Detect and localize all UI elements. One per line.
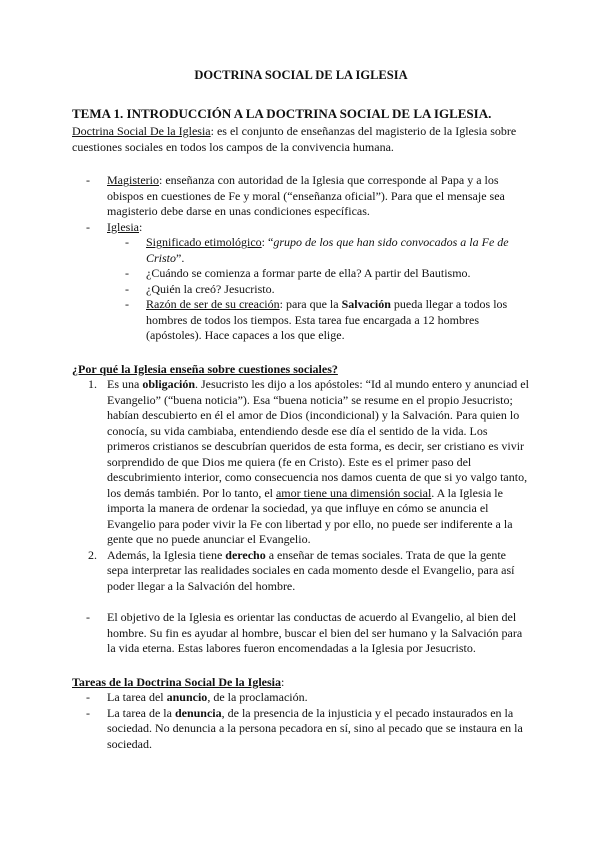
dash-bullet: - [86,705,90,720]
list-item-iglesia [72,220,530,344]
definition-term: Doctrina Social De la Iglesia [72,124,211,138]
dash-bullet: - [86,690,90,704]
tema-heading: TEMA 1. INTRODUCCIÓN A LA DOCTRINA SOCIAL DE LA IGLESIA. [72,105,492,121]
dash-bullet: - [125,281,129,296]
tareas-heading-line [72,675,530,691]
reason-item-2 [72,548,530,595]
concept-list [72,173,530,344]
reason-1-underline: amor tiene una dimensión social [275,485,432,500]
sublist-item-cuando [72,266,530,282]
sublist-item-razon [72,297,530,344]
reason-number: 2. [88,547,97,562]
magisterio-text: : enseñanza con autoridad de la Iglesia que corresponde al Papa y a los obispos en cuestiones de Fe y moral (“enseñanza oficial”). Para que el mensaje sea magisterio debe darse en unas condiciones específicas. [107,173,505,218]
reason-number: 1. [88,377,97,391]
list-item-magisterio [72,173,530,220]
razon-pre: : para que la [279,297,342,311]
tarea-1-pre: La tarea del [107,690,167,704]
dash-bullet: - [125,266,129,280]
sublist-item-significado [72,235,530,266]
porque-heading: ¿Por qué la Iglesia enseña sobre cuestiones sociales? [72,361,338,376]
significado-quote: grupo de los que han sido convocados a la Fe de Cristo [146,235,509,265]
significado-pre: : “ [261,235,274,249]
list-item-tarea-denuncia [72,706,530,753]
dash-bullet: - [125,297,129,311]
iglesia-colon: : [139,219,143,234]
razon-bold: Salvación [341,297,391,311]
quien-text: ¿Quién la creó? Jesucristo. [146,281,275,296]
significado-term: Significado etimológico [146,235,262,249]
dash-bullet: - [86,173,90,187]
objetivo-text: El objetivo de la Iglesia es orientar las conductas de acuerdo al Evangelio, al bien del hombre. Su fin es ayudar al hombre, buscar el bien del ser humano y la Salvación para la vida eterna. Estas labores fueron encomendadas a la Iglesia por Jesucristo. [107,610,523,655]
dash-bullet: - [86,219,90,234]
reason-2-bold: derecho [225,547,266,562]
tareas-list [72,690,530,752]
dash-bullet: - [125,235,129,249]
reason-2-post: a enseñar de temas sociales. Trata de que la gente sepa interpretar las realidades sociales en cada momento desde el Evangelio, para así poder llegar a la Salvación del hombre. [107,547,515,593]
reason-2-pre: Además, la Iglesia tiene [107,547,226,562]
tarea-2-pre: La tarea de la [107,705,175,720]
reason-1-post: . A la Iglesia le importa la manera de ordenar la sociedad, ya que influye en cómo se anuncia el Evangelio para poder vivir la Fe con libertad y por ello, no puede ser indiferente a la gente que no puede anunciar el Evangelio. [107,485,513,546]
definition-paragraph [72,124,530,155]
reason-1-mid: . Jesucristo les dijo a los apóstoles: “Id al mundo entero y anunciad el Evangelio” (“buena noticia”). Esa “buena noticia” se resume en el propio Jesucristo; habían descubierto en él el amor de Dios (incondicional) y la Salvación. Para quien lo conocía, su vida cambiaba, entendiendo desde ese día el sentido de la vida. Los primeros cristianos se descubrían queridos de esta forma, es decir, ser cristiano es vivir sorprendido de que Dios me quiera (fe en Cristo). Este es el primer paso del descubrimiento interior, como consecuencia nos damos cuenta de que si yo valgo tanto, los demás también. Por lo tanto, el [107,377,529,500]
tarea-2-bold: denuncia [174,705,222,720]
sublist-item-quien [72,282,530,298]
reason-item-1 [72,377,530,548]
reasons-list [72,377,530,594]
razon-post: pueda llegar a todos los hombres de todos los tiempos. Esta tarea fue encargada a 12 hombres (apóstoles). Hace capaces a los que elige. [146,297,508,342]
definition-text: : es el conjunto de enseñanzas del magisterio de la Iglesia sobre cuestiones sociales en todos los campos de la convivencia humana. [72,124,517,154]
tarea-1-post: , de la proclamación. [207,690,308,704]
reason-1-bold: obligación [142,377,196,391]
cuando-text: ¿Cuándo se comienza a formar parte de ella? A partir del Bautismo. [146,266,471,280]
objetivo-list [72,610,530,657]
razon-term: Razón de ser de su creación [146,297,280,311]
list-item-objetivo [72,610,530,657]
tarea-2-post: , de la presencia de la injusticia y el pecado instaurados en la sociedad. No denuncia a la persona pecadora en sí, sino al pecado que se instaura en la sociedad. [107,705,523,751]
dash-bullet: - [86,610,90,624]
document-title: DOCTRINA SOCIAL DE LA IGLESIA [194,68,408,82]
reason-1-pre: Es una [107,377,143,391]
tareas-colon: : [281,674,285,689]
tarea-1-bold: anuncio [166,690,208,704]
list-item-tarea-anuncio [72,690,530,706]
magisterio-term: Magisterio [107,173,159,187]
iglesia-sublist [72,235,530,344]
tareas-heading: Tareas de la Doctrina Social De la Iglesia [72,674,281,689]
iglesia-term: Iglesia [107,219,139,234]
significado-post: ”. [176,250,185,265]
